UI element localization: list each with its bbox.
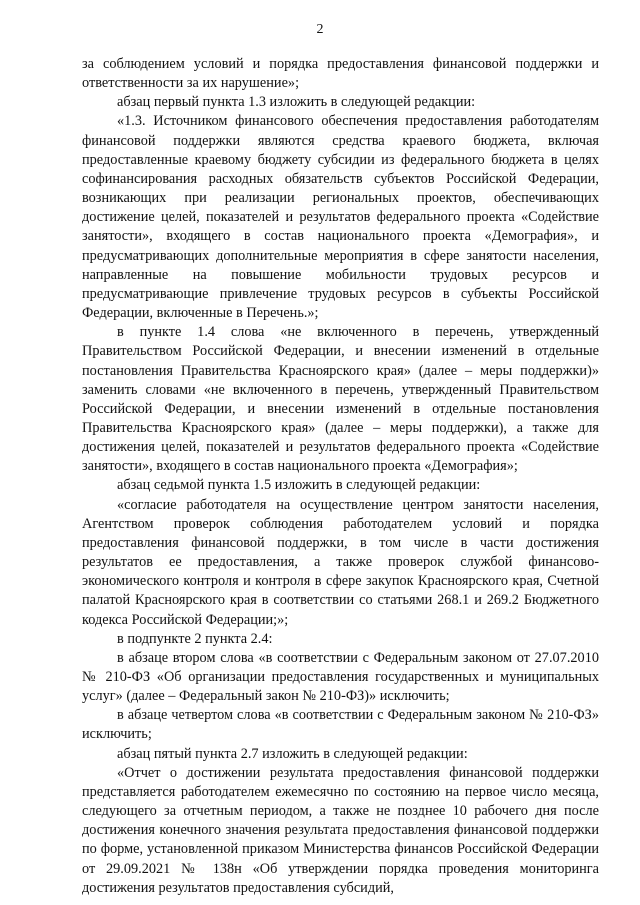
paragraph: абзац первый пункта 1.3 изложить в следующей редакции: <box>117 94 476 111</box>
paragraph: в подпункте 2 пункта 2.4: <box>117 630 273 647</box>
paragraph: «Отчет о достижении результата предоставления финансовой поддержки представляется работодателем ежемесячно по состоянию на первое число месяца, следующего за отчетным периодом, а также не позднее 10 рабочего дня после достижения конечного значения результата предоставления финансовой поддержки по форме, установленной приказом Министерства финансов Российской Федерации от 29.09.2021 № 138н «Об утверждении порядка проведения мониторинга достижения результатов предоставления субсидий, <box>82 764 599 896</box>
paragraph: в абзаце четвертом слова «в соответствии с Федеральным законом № 210-ФЗ» исключить; <box>82 707 599 743</box>
paragraph: абзац седьмой пункта 1.5 изложить в следующей редакции: <box>117 477 481 494</box>
page-number: 2 <box>316 22 324 37</box>
paragraph: в абзаце втором слова «в соответствии с Федеральным законом от 27.07.2010 № 210-ФЗ «Об организации предоставления государственных и муниципальных услуг» (далее – Федеральный закон № 210-ФЗ)» исключить; <box>82 649 599 705</box>
paragraph: абзац пятый пункта 2.7 изложить в следующей редакции: <box>117 745 468 762</box>
paragraph: в пункте 1.4 слова «не включенного в перечень, утвержденный Правительством Российской Федерации, и внесении изменений в отдельные постановления Правительства Красноярского края» (далее – меры поддержки)» заменить словами «не включенного в перечень, утвержденный Правительством Российской Федерации, и внесении изменений в отдельные постановления Правительства Красноярского края» (далее – меры поддержки), а также для достижения целей, показателей и результатов федерального проекта «Содействие занятости», входящего в состав национального проекта «Демография»; <box>82 324 599 475</box>
paragraph: «согласие работодателя на осуществление центром занятости населения, Агентством проверок соблюдения работодателем условий и порядка предоставления финансовой поддержки, в том числе в части достижения результатов ее предоставления, а также проверок службой финансово-экономического контроля и контроля в сфере закупок Красноярского края, Счетной палатой Красноярского края в соответствии со статьями 268.1 и 269.2 Бюджетного кодекса Российской Федерации;»; <box>82 496 599 628</box>
document-body <box>82 55 599 898</box>
paragraph: за соблюдением условий и порядка предоставления финансовой поддержки и ответственности за их нарушение»; <box>82 56 599 92</box>
paragraph: «1.3. Источником финансового обеспечения предоставления работодателям финансовой поддержки являются средства краевого бюджета, включая предоставленные краевому бюджету субсидии из федерального бюджета в целях софинансирования расходных обязательств субъектов Российской Федерации, возникающих при реализации региональных проектов, обеспечивающих достижение целей, показателей и результатов федерального проекта «Содействие занятости», входящего в состав национального проекта «Демография», и предусматривающих дополнительные мероприятия в сфере занятости населения, направленные на повышение мобильности трудовых ресурсов и предусматривающие привлечение трудовых ресурсов в субъекты Российской Федерации, включенные в Перечень.»; <box>82 113 599 322</box>
